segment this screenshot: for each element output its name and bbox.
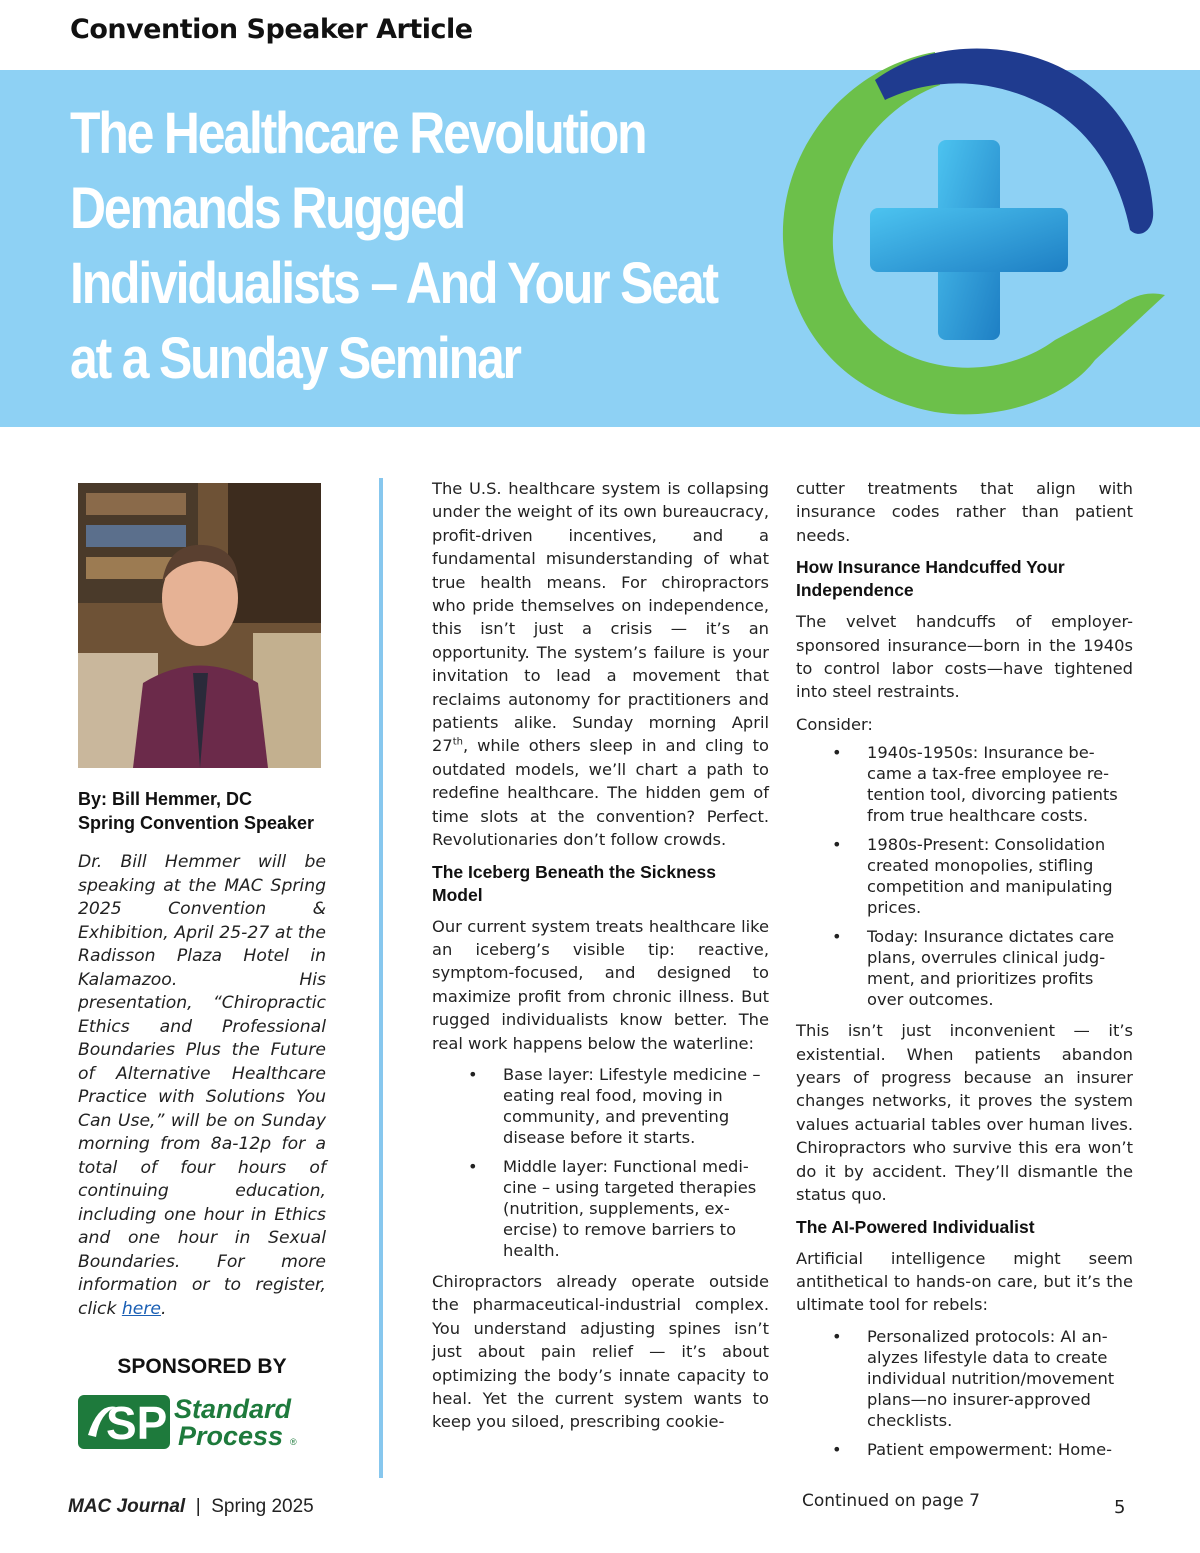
list-item: • Today: Insurance dictates care plans, overrules clinical judg-ment, and prioritizes profits over outcomes. (832, 927, 1115, 1010)
page-number: 5 (1114, 1497, 1126, 1518)
bio-text: Dr. Bill Hemmer will be speaking at the MAC Spring 2025 Convention & Exhibition, April 25-27 at the Radisson Plaza Hotel in Kalamazoo. His presentation, “Chiropractic Ethics and Professional Boundaries Plus the Future of Alternative Healthcare Practice with Solutions You Can Use,” will be on Sunday morning from 8a-12p for a total of four hours of continuing education, including one hour in Ethics and one hour in Sexual Boundaries. For more information or to register, click (78, 852, 326, 1319)
headline: The Healthcare Revolution Demands Rugged Individualists – And Your Seat at a Sunday Seminar (70, 101, 717, 391)
list-item: • 1940s-1950s: Insurance be-came a tax-free employee re-tention tool, divorcing patients from true healthcare costs. (832, 743, 1118, 826)
column-divider (379, 478, 383, 1478)
sp-monogram (78, 1395, 170, 1449)
intro-paragraph: The U.S. healthcare system is collapsing under the weight of its own bureaucracy, profit-driven incentives, and a fundamental misunderstanding of what true health means. For chiropractors who pride themselves on independence, this isn’t just a crisis — it’s an opportunity. The system’s failure is your invitation to lead a movement that reclaims autonomy for practitioners and patients alike. Sunday morning April 27th, while others sleep in and cling to outdated models, we’ll chart a path to redefine healthcare. The hidden gem of time slots at the convention? Perfect. Revolutionaries don’t follow crowds. (432, 479, 769, 850)
body-paragraph: Artificial intelligence might seem antithetical to hands-on care, but it’s the ultimate tool for rebels: (796, 1248, 1133, 1315)
author-role: Spring Convention Speaker (78, 813, 315, 833)
ai-tools-list (796, 1326, 1133, 1460)
medical-cross-icon (870, 140, 1068, 340)
sponsored-by-label: SPONSORED BY (117, 1355, 287, 1378)
list-item: • Personalized protocols: AI an-alyzes lifestyle data to create individual nutrition/movement plans—no insurer-approved checklists. (832, 1326, 1115, 1430)
article-column-1 (432, 477, 769, 1443)
body-paragraph: This isn’t just inconvenient — it’s existential. When patients abandon years of progress because an insurer changes networks, it proves the system values actuarial tables over human lives. Chiropractors who survive this era won’t do it by accident. They’ll dismantle the status quo. (796, 1021, 1133, 1205)
author-byline: By: Bill Hemmer, DC (78, 789, 253, 809)
subheading-insurance: How Insurance Handcuffed Your Independence (796, 557, 1065, 601)
navy-hand-arc (875, 48, 1153, 233)
list-item: • Patient empowerment: Home- (832, 1439, 1112, 1459)
sponsor-name-line2: Process (178, 1421, 284, 1451)
body-paragraph: cutter treatments that align with insurance codes rather than patient needs. (796, 479, 1133, 545)
list-item: • Base layer: Lifestyle medicine – eating real food, moving in community, and preventing disease before it starts. (468, 1064, 761, 1147)
iceberg-list (432, 1064, 769, 1261)
section-label: Convention Speaker Article (70, 14, 473, 45)
insurance-history-list (796, 742, 1133, 1010)
article-column-2 (796, 477, 1133, 1469)
svg-text:SP: SP (106, 1397, 168, 1449)
body-paragraph: Our current system treats healthcare like an iceberg’s visible tip: reactive, symptom-focused, and designed to maximize profit from chronic illness. But rugged individualists know better. The real work happens below the waterline: (432, 916, 769, 1053)
healthcare-hands-cross-logo (735, 40, 1175, 430)
author-bio: Dr. Bill Hemmer will be speaking at the MAC Spring 2025 Convention & Exhibition, April 25-27 at the Radisson Plaza Hotel in Kalamazoo. His presentation, “Chiropractic Ethics and Professional Boundaries Plus the Future of Alternative Healthcare Practice with Solutions You Can Use,” will be on Sunday morning from 8a-12p for a total of four hours of continuing education, including one hour in Ethics and one hour in Sexual Boundaries. For more information or to register, click here. (78, 852, 326, 1319)
continued-note: Continued on page 7 (802, 1491, 980, 1511)
sidebar (78, 483, 326, 1451)
standard-process-logo (78, 1393, 322, 1451)
footer-journal: MAC Journal | Spring 2025 (68, 1496, 314, 1517)
list-item: • 1980s-Present: Consolidation created monopolies, stifling competition and manipulating prices. (832, 835, 1113, 918)
list-item: • Middle layer: Functional medi-cine – using targeted therapies (nutrition, supplements, ex-ercise) to remove barriers to health. (468, 1156, 757, 1260)
register-link[interactable]: here (121, 1298, 161, 1319)
consider-label: Consider: (796, 714, 873, 734)
sponsor-name-line1: Standard (174, 1394, 292, 1424)
subheading-iceberg: The Iceberg Beneath the Sickness Model (432, 861, 716, 905)
body-paragraph: Chiropractors already operate outside the pharmaceutical-industrial complex. You understand adjusting spines isn’t just about pain relief — it’s about optimizing the body’s innate capacity to heal. Yet the current system wants to keep you siloed, prescribing cookie- (432, 1271, 769, 1432)
speaker-photo (78, 483, 321, 768)
svg-text:®: ® (290, 1437, 297, 1447)
body-paragraph: The velvet handcuffs of employer-sponsored insurance—born in the 1940s to control labor costs—have tightened into steel restraints. (796, 612, 1133, 702)
subheading-ai: The AI-Powered Individualist (796, 1216, 1035, 1237)
